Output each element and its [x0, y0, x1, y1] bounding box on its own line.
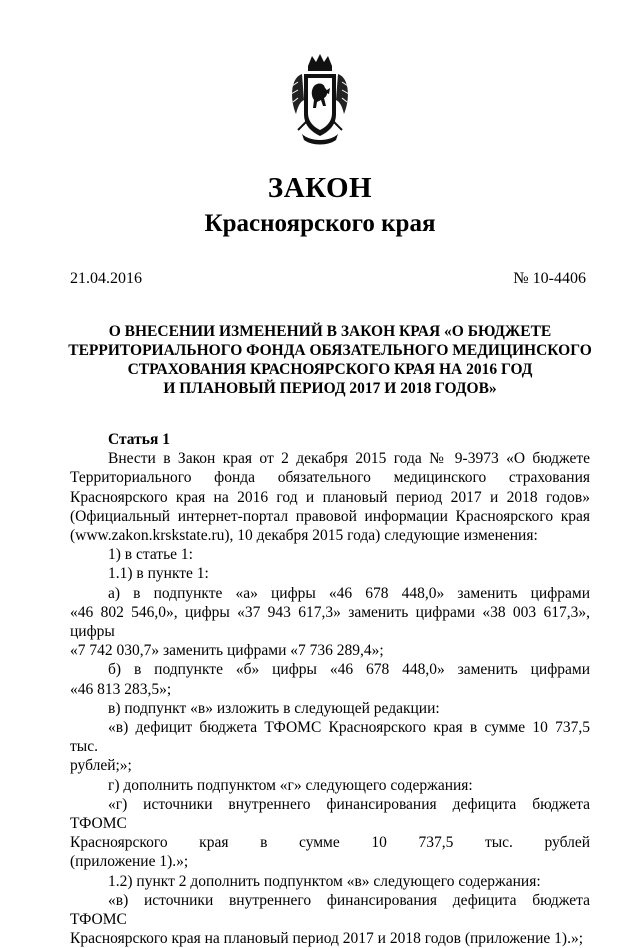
heading-line: ТЕРРИТОРИАЛЬНОГО ФОНДА ОБЯЗАТЕЛЬНОГО МЕДИЦИНСКОГО — [68, 342, 592, 359]
document-body — [70, 430, 590, 948]
heading-line: И ПЛАНОВЫЙ ПЕРИОД 2017 И 2018 ГОДОВ» — [163, 380, 497, 397]
coat-of-arms-icon — [288, 52, 352, 152]
heading-line: О ВНЕСЕНИИ ИЗМЕНЕНИЙ В ЗАКОН КРАЯ «О БЮДЖЕТЕ — [108, 323, 552, 340]
text-line: «46 813 283,5»; — [70, 680, 172, 698]
text-line: (приложение 1).»; — [70, 853, 189, 871]
article-title: Статья 1 — [108, 431, 170, 448]
document-date: 21.04.2016 — [70, 270, 142, 287]
text-line: 1.2) пункт 2 дополнить подпунктом «в» следующего содержания: — [108, 872, 541, 890]
text-line: б) в подпункте «б» цифры «46 678 448,0» заменить цифрами — [108, 661, 590, 679]
text-line: Красноярского края на 2016 год и плановый период 2017 и 2018 годов» — [70, 488, 590, 506]
law-subtitle: Красноярского края — [204, 210, 436, 237]
text-line: «в) дефицит бюджета ТФОМС Красноярского края в сумме 10 737,5 тыс. — [70, 719, 590, 756]
text-line: Внести в Закон края от 2 декабря 2015 года № 9-3973 «О бюджете — [108, 450, 590, 468]
text-line: «7 742 030,7» заменить цифрами «7 736 289,4»; — [70, 642, 384, 660]
text-line: Красноярского края в сумме 10 737,5 тыс. рублей — [70, 834, 590, 852]
text-line: а) в подпункте «а» цифры «46 678 448,0» заменить цифрами — [108, 584, 590, 602]
text-line: Красноярского края на плановый период 2017 и 2018 годов (приложение 1).»; — [70, 930, 583, 948]
text-line: 1.1) в пункте 1: — [108, 565, 209, 583]
text-line: «в) источники внутреннего финансирования дефицита бюджета ТФОМС — [70, 891, 590, 929]
text-line: рублей;»; — [70, 757, 132, 775]
document-number: № 10-4406 — [513, 270, 586, 287]
text-line: (www.zakon.krskstate.ru), 10 декабря 2015 года) следующие изменения: — [70, 527, 538, 545]
document-heading — [40, 322, 620, 398]
text-line: Территориального фонда обязательного медицинского страхования — [70, 469, 590, 487]
text-line: в) подпункт «в» изложить в следующей редакции: — [108, 699, 440, 717]
heading-line: СТРАХОВАНИЯ КРАСНОЯРСКОГО КРАЯ НА 2016 ГОД — [127, 361, 533, 378]
text-line: «46 802 546,0», цифры «37 943 617,3» заменить цифрами «38 003 617,3», цифры — [70, 603, 590, 641]
text-line: (Официальный интернет-портал правовой информации Красноярского края — [70, 507, 590, 525]
law-title: ЗАКОН — [267, 172, 373, 204]
text-line: 1) в статье 1: — [108, 546, 193, 564]
text-line: г) дополнить подпунктом «г» следующего содержания: — [108, 776, 473, 794]
text-line: «г) источники внутреннего финансирования дефицита бюджета ТФОМС — [70, 795, 590, 833]
